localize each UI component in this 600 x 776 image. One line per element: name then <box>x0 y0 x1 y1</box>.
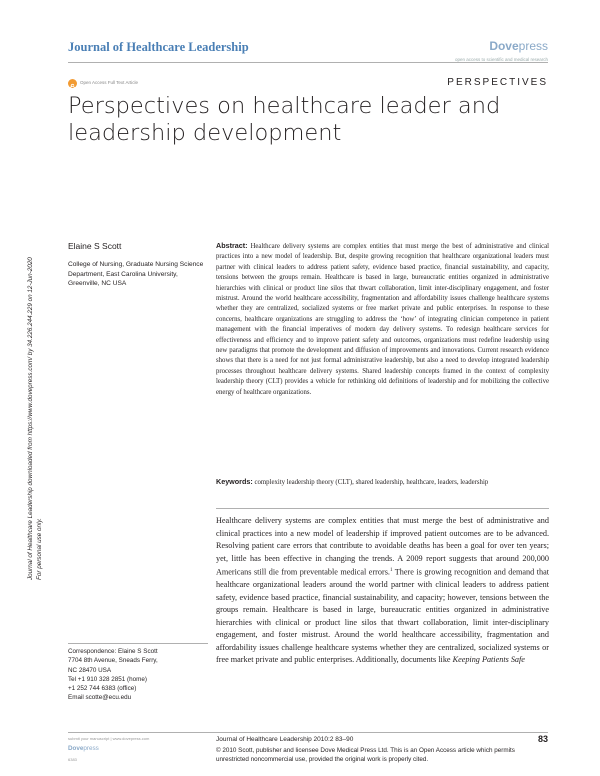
author-name: Elaine S Scott <box>68 241 122 251</box>
body-paragraph <box>216 515 549 667</box>
correspondence-address-2: NC 28470 USA <box>68 666 112 674</box>
correspondence-address-1: 7704 8th Avenue, Sneads Ferry, <box>68 657 158 665</box>
author-affiliation: College of Nursing, Graduate Nursing Science Department, East Carolina University, Greenville, NC USA <box>68 261 204 287</box>
keywords-text: complexity leadership theory (CLT), shared leadership, healthcare, leaders, leadership <box>254 479 489 486</box>
journal-title: Journal of Healthcare Leadership <box>68 40 249 54</box>
correspondence-tel-1: Tel +1 910 328 2851 (home) <box>68 675 147 683</box>
article-title: Perspectives on healthcare leader and leadership development <box>68 93 501 146</box>
abstract-text: Healthcare delivery systems are complex entities that must merge the best of administrative and clinical practices into a new model of leadership. But, despite growing recognition that healthcare organizational leaders must partner with clinical leaders to address patient safety, evidence based practice, financial sustainability, and capacity, tensions between the groups remain. Healthcare is based in large, bureaucratic entities organized in administrative hierarchies with clinical or product line silos that thwart collaboration, limit inter-disciplinary engagement, and foster mistrust. Around the world healthcare accessibility, fragmentation and affordability issues challenge healthcare systems whether they are centralized, socialized systems or free market private and public enterprises. In response to these concerns, healthcare organizations are struggling to address the ‘how’ of integrating clinician competence in patient management with the financial imperatives of modern day delivery systems. To redesign healthcare services for effectiveness and efficiency and to improve patient safety and outcomes, organizations must redefine leadership using new paradigms that promote the development and diffusion of improvements and innovations. Current research evidence shows that there is a need for not just formal administrative leadership, but also a need to develop integrated leadership processes throughout healthcare delivery systems. Shared leadership concepts framed in the context of complexity leadership theory (CLT) provides a vehicle for rethinking old definitions of leadership and for mobilizing the collective energy of healthcare organizations. <box>216 243 550 396</box>
abstract <box>216 241 549 398</box>
header-divider <box>68 62 548 63</box>
article-type: PERSPECTIVES <box>447 77 548 88</box>
download-notice-line-2: For personal use only. <box>36 518 43 580</box>
logo-tagline: open access to scientific and medical research <box>454 57 548 62</box>
page-number: 83 <box>537 734 548 744</box>
correspondence-divider <box>68 643 208 644</box>
footer-citation: Journal of Healthcare Leadership 2010:2 83–90 <box>216 736 354 743</box>
footer-divider <box>68 732 548 733</box>
citation-ref[interactable]: 1 <box>389 568 393 573</box>
logo-dove-text: Dove <box>489 39 519 53</box>
correspondence-label: Correspondence: Elaine S Scott <box>68 648 158 655</box>
open-access-label: Open Access Full Text Article <box>80 80 138 85</box>
body-italic-title: Keeping Patients Safe <box>452 655 525 665</box>
footer-dovepress-logo <box>68 745 99 752</box>
footer-logo-press: press <box>83 745 99 752</box>
abstract-label: Abstract: <box>216 241 248 250</box>
correspondence-tel-2: +1 252 744 6383 (office) <box>68 685 137 693</box>
download-notice-line-1: Journal of Healthcare Leadership downloaded from https://www.dovepress.com/ by 34.226.244.229 on 12-Jun-2020 <box>27 257 34 580</box>
correspondence-email[interactable]: Email scotte@ecu.edu <box>68 694 132 702</box>
body-text-2: There is growing recognition and demand that healthcare organizational leaders around the world partner with clinical leaders to address patient safety, evidence based practice, financial sustainability, and capacity; however, tensions between the groups remain. Healthcare is based in large, bureaucratic entities organized in administrative hierarchies with clinical or product line silos that thwart collaboration, limit inter-disciplinary engagement, and foster mistrust. Around the world healthcare accessibility, fragmentation and affordability issues challenge healthcare systems whether they are centralized, socialized systems or free market private and public enterprises. Additionally, documents like <box>216 567 549 665</box>
abstract-divider <box>216 508 549 509</box>
submit-manuscript-link[interactable]: submit your manuscript | www.dovepress.com <box>68 736 150 741</box>
keywords <box>216 477 549 488</box>
logo-press-text: press <box>518 39 548 53</box>
keywords-label: Keywords: <box>216 477 253 486</box>
body-text-1: Healthcare delivery systems are complex entities that must merge the best of administrative and clinical practices into a new model of leadership if improved patient outcomes are to be advanced. Resolving patient care errors that contribute to avoidable deaths has been a goal for over ten years; yet, little has been effective in changing the trends. A 2009 report suggests that around 200,000 Americans still die from preventable medical errors. <box>216 516 549 577</box>
dovepress-logo <box>489 39 548 53</box>
correspondence-block <box>68 647 208 703</box>
footer-copyright: © 2010 Scott, publisher and licensee Dove Medical Press Ltd. This is an Open Access article which permits unrestricted noncommercial use, provided the original work is properly cited. <box>216 747 515 763</box>
download-notice <box>4 140 44 580</box>
footer-logo-dove: Dove <box>68 745 84 752</box>
open-access-icon <box>68 79 77 88</box>
footer-code: 6383 <box>68 757 77 762</box>
